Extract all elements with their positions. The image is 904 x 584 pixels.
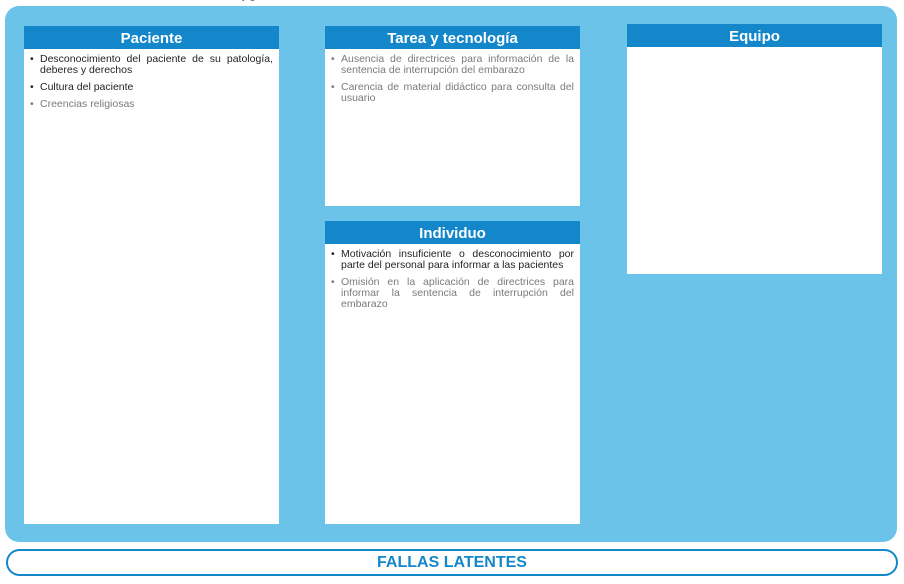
card-paciente-title: Paciente [24,26,279,49]
list-item-text: Ausencia de directrices para información de la sentencia de interrupción del embarazo [341,53,574,76]
card-individuo [325,221,580,524]
bullet-icon: • [331,248,335,260]
bullet-icon: • [331,81,335,93]
card-individuo-title: Individuo [325,221,580,244]
card-individuo-list [325,244,580,310]
fallas-latentes-footer: FALLAS LATENTES [6,549,898,576]
card-tarea-list [325,49,580,104]
list-item [331,249,574,271]
card-equipo-list [627,47,882,52]
list-item [30,99,273,110]
list-item [331,54,574,76]
card-paciente-list [24,49,279,110]
list-item [30,54,273,76]
list-item-text: Desconocimiento del paciente de su patología, deberes y derechos [40,53,273,76]
list-item [331,82,574,104]
bullet-icon: • [331,276,335,288]
bullet-icon: • [331,53,335,65]
top-text-fragment [232,0,282,1]
list-item-text: Carencia de material didáctico para consulta del usuario [341,81,574,104]
bullet-icon: • [30,81,34,93]
list-item-text: Omisión en la aplicación de directrices para informar la sentencia de interrupción del embarazo [341,276,574,310]
bullet-icon: • [30,53,34,65]
bullet-icon: • [30,98,34,110]
list-item-text: Motivación insuficiente o desconocimiento por parte del personal para informar a las pacientes [341,248,574,271]
list-item-text: Cultura del paciente [40,81,134,93]
card-equipo [627,24,882,274]
list-item [331,277,574,310]
card-equipo-title: Equipo [627,24,882,47]
card-tarea-title: Tarea y tecnología [325,26,580,49]
card-paciente [24,26,279,524]
card-tarea-tecnologia [325,26,580,206]
list-item-text: Creencias religiosas [40,98,135,110]
list-item [30,82,273,93]
